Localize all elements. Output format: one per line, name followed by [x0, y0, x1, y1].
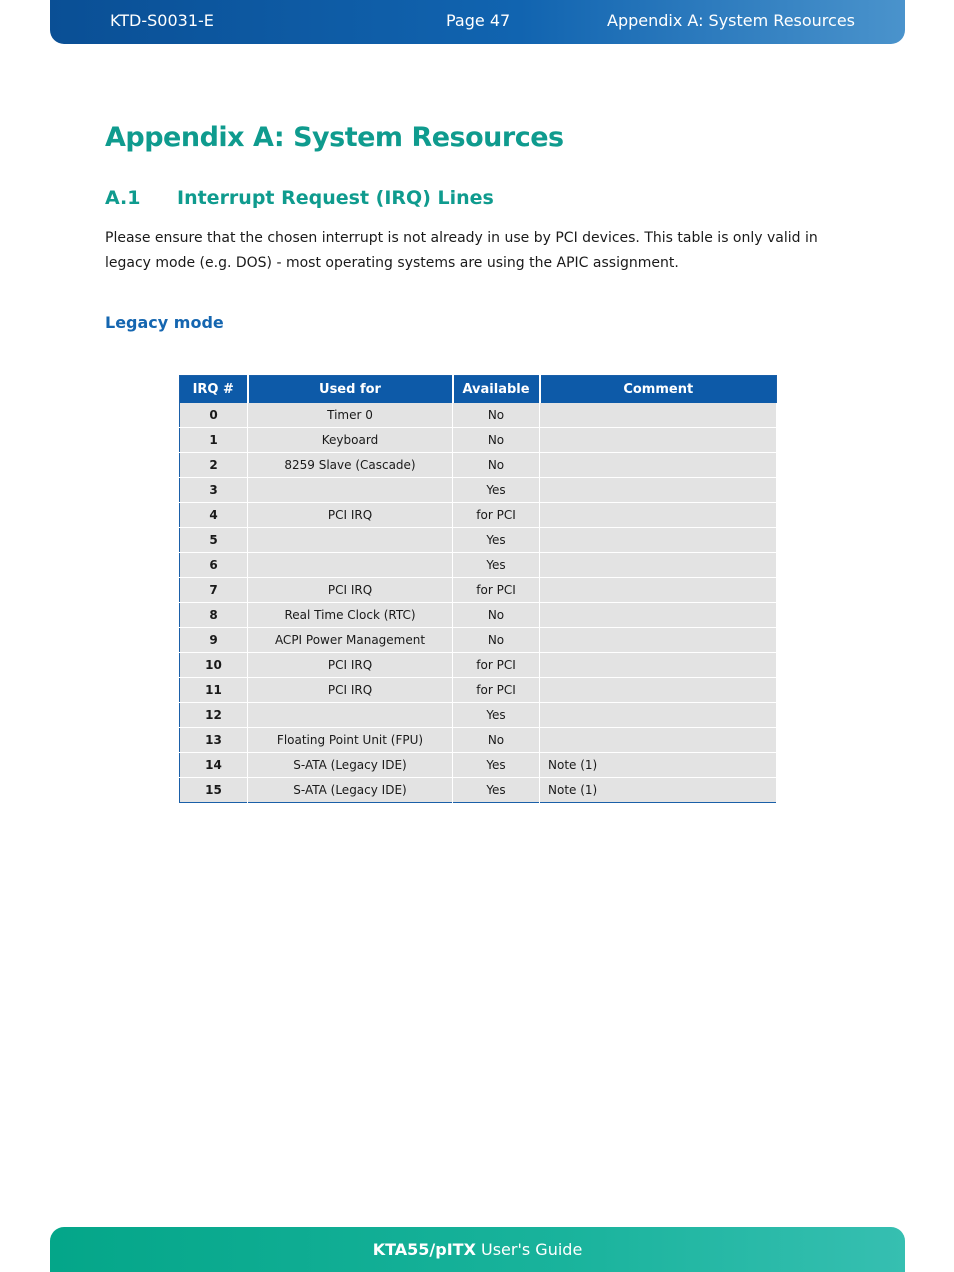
table-row [180, 753, 777, 778]
table-row [180, 403, 777, 428]
available-cell: for PCI [453, 578, 540, 603]
available-cell: No [453, 628, 540, 653]
used-for-cell [248, 478, 453, 503]
irq-number: 14 [180, 753, 248, 778]
available-cell: No [453, 428, 540, 453]
irq-number: 0 [180, 403, 248, 428]
irq-number: 1 [180, 428, 248, 453]
footer-text [50, 1240, 905, 1259]
used-for-cell: PCI IRQ [248, 503, 453, 528]
irq-number: 3 [180, 478, 248, 503]
page-title: Appendix A: System Resources [105, 122, 564, 153]
available-cell: Yes [453, 778, 540, 803]
legacy-mode-heading: Legacy mode [105, 313, 224, 332]
column-header-irq: IRQ # [180, 376, 248, 404]
irq-number: 6 [180, 553, 248, 578]
column-header-available: Available [453, 376, 540, 404]
used-for-cell [248, 553, 453, 578]
subsection-title: Interrupt Request (IRQ) Lines [177, 187, 494, 209]
table-row [180, 703, 777, 728]
column-header-comment: Comment [540, 376, 777, 404]
available-cell: No [453, 728, 540, 753]
used-for-cell: S-ATA (Legacy IDE) [248, 753, 453, 778]
irq-number: 8 [180, 603, 248, 628]
used-for-cell [248, 528, 453, 553]
table-row [180, 528, 777, 553]
footer-product-name: KTA55/pITX [372, 1240, 476, 1259]
table-row [180, 478, 777, 503]
header-doc-id: KTD-S0031-E [110, 11, 214, 30]
used-for-cell: PCI IRQ [248, 653, 453, 678]
used-for-cell: PCI IRQ [248, 578, 453, 603]
comment-cell: Note (1) [540, 753, 777, 778]
table-row [180, 653, 777, 678]
irq-number: 13 [180, 728, 248, 753]
irq-number: 15 [180, 778, 248, 803]
comment-cell [540, 678, 777, 703]
available-cell: No [453, 403, 540, 428]
comment-cell [540, 528, 777, 553]
used-for-cell: S-ATA (Legacy IDE) [248, 778, 453, 803]
table-row [180, 428, 777, 453]
comment-cell [540, 503, 777, 528]
comment-cell [540, 728, 777, 753]
available-cell: Yes [453, 703, 540, 728]
footer-guide-label: User's Guide [475, 1240, 583, 1259]
available-cell: No [453, 453, 540, 478]
header-page-number: Page 47 [446, 11, 511, 30]
comment-cell [540, 703, 777, 728]
available-cell: for PCI [453, 503, 540, 528]
page-header [50, 0, 905, 44]
available-cell: for PCI [453, 653, 540, 678]
available-cell: Yes [453, 553, 540, 578]
comment-cell [540, 653, 777, 678]
header-section-title: Appendix A: System Resources [607, 11, 855, 30]
column-header-used-for: Used for [248, 376, 453, 404]
table-header-row [180, 376, 777, 404]
comment-cell [540, 478, 777, 503]
page-footer [50, 1227, 905, 1272]
table-row [180, 553, 777, 578]
table-row [180, 503, 777, 528]
comment-cell [540, 603, 777, 628]
comment-cell [540, 453, 777, 478]
irq-number: 5 [180, 528, 248, 553]
subsection-heading [105, 187, 494, 209]
subsection-number: A.1 [105, 187, 141, 209]
irq-number: 11 [180, 678, 248, 703]
comment-cell [540, 428, 777, 453]
table-row [180, 728, 777, 753]
irq-table [179, 375, 777, 803]
irq-number: 2 [180, 453, 248, 478]
irq-number: 7 [180, 578, 248, 603]
comment-cell [540, 628, 777, 653]
table-row [180, 628, 777, 653]
available-cell: Yes [453, 528, 540, 553]
comment-cell [540, 578, 777, 603]
available-cell: No [453, 603, 540, 628]
table-row [180, 578, 777, 603]
table-row [180, 453, 777, 478]
irq-number: 12 [180, 703, 248, 728]
irq-number: 4 [180, 503, 248, 528]
available-cell: Yes [453, 753, 540, 778]
used-for-cell: 8259 Slave (Cascade) [248, 453, 453, 478]
used-for-cell: ACPI Power Management [248, 628, 453, 653]
comment-cell: Note (1) [540, 778, 777, 803]
intro-paragraph: Please ensure that the chosen interrupt is not already in use by PCI devices. This table is only valid in legacy mode (e.g. DOS) - most operating systems are using the APIC assignment. [105, 230, 818, 271]
used-for-cell: PCI IRQ [248, 678, 453, 703]
used-for-cell [248, 703, 453, 728]
table-row [180, 778, 777, 803]
table-row [180, 603, 777, 628]
table-row [180, 678, 777, 703]
available-cell: for PCI [453, 678, 540, 703]
used-for-cell: Floating Point Unit (FPU) [248, 728, 453, 753]
comment-cell [540, 553, 777, 578]
used-for-cell: Timer 0 [248, 403, 453, 428]
comment-cell [540, 403, 777, 428]
used-for-cell: Real Time Clock (RTC) [248, 603, 453, 628]
irq-number: 9 [180, 628, 248, 653]
used-for-cell: Keyboard [248, 428, 453, 453]
available-cell: Yes [453, 478, 540, 503]
irq-number: 10 [180, 653, 248, 678]
